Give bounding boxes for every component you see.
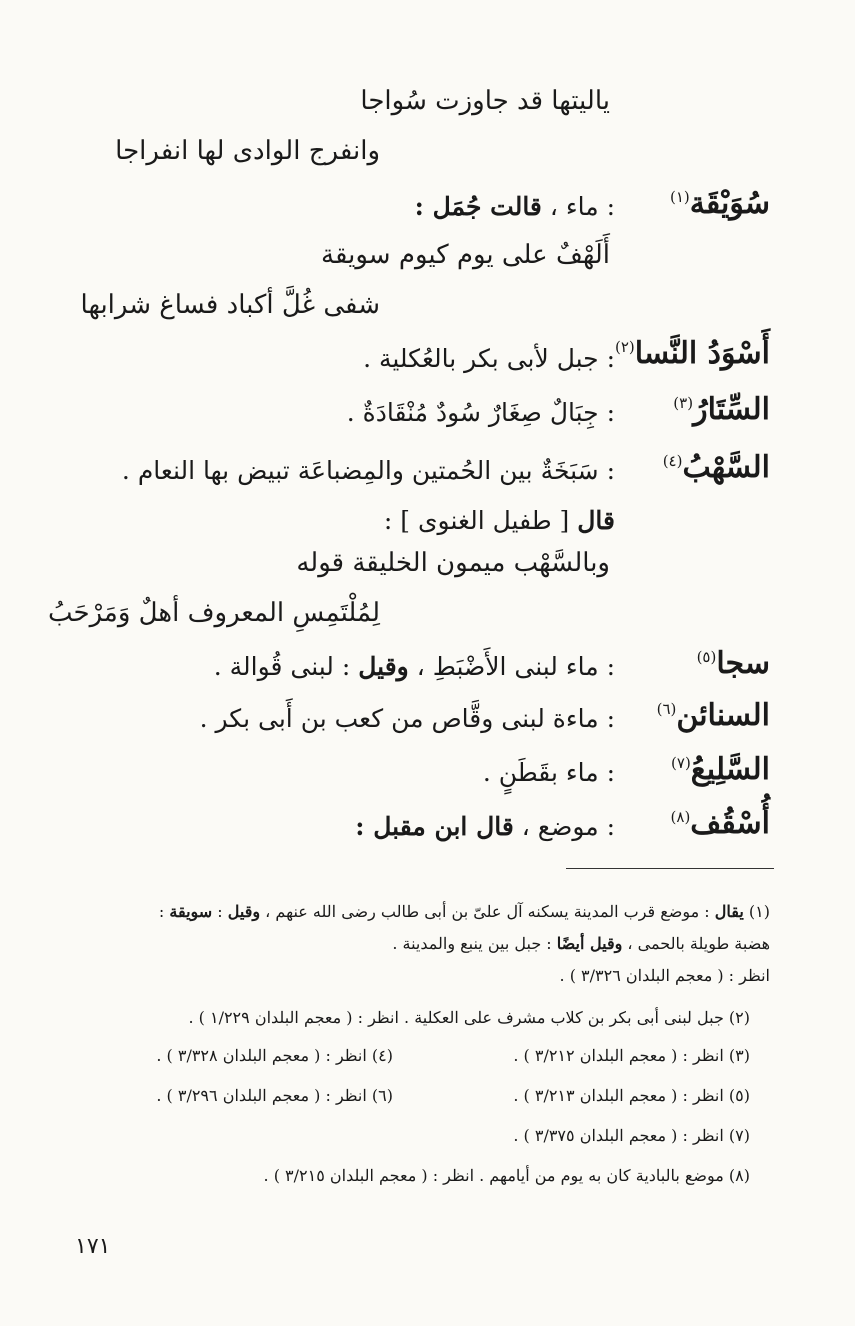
entry-text-aswad-alnasa: : جبل لأبى بكر بالعُكلية . xyxy=(363,344,615,373)
entry-name-suwayqa: سُوَيْقَة$^{(١)}$ xyxy=(669,186,770,221)
footnote-marker: (٥) xyxy=(696,648,717,666)
footnote-8: (٨) موضع بالبادية كان به يوم من أيامهم . انظر : ( معجم البلدان ٣/٢١٥ ) . xyxy=(263,1166,750,1185)
footnote-3: (٣) انظر : ( معجم البلدان ٣/٢١٢ ) . xyxy=(513,1046,750,1065)
entry-text-alsali: : ماء بقَطَنٍ . xyxy=(482,758,615,787)
entry-text-usquf: : موضع ، قال ابن مقبل : xyxy=(355,812,615,841)
entry-text-alsanain: : ماءة لبنى وقَّاص من كعب بن أَبى بكر . xyxy=(199,704,615,733)
entry-name-alsanain: السنائن$^{(٦)}$ xyxy=(656,698,770,733)
qal-line: قال [ طفيل الغنوى ] : xyxy=(383,506,615,535)
footnote-marker: (٤) xyxy=(662,452,683,470)
entry-name-aswad-alnasa: أَسْوَدُ النَّسا$^{(٢)}$ xyxy=(615,336,770,371)
footnote-1-line-3: انظر : ( معجم البلدان ٣/٣٢٦ ) . xyxy=(559,966,770,985)
footnote-4: (٤) انظر : ( معجم البلدان ٣/٣٢٨ ) . xyxy=(156,1046,393,1065)
verse-line-1: ياليتها قد جاوزت سُواجا xyxy=(360,86,610,116)
footnote-6: (٦) انظر : ( معجم البلدان ٣/٢٩٦ ) . xyxy=(156,1086,393,1105)
entry-name-usquf: أُسْقُف$^{(٨)}$ xyxy=(670,806,770,841)
footnote-1-line-2: هضبة طويلة بالحمى ، وقيل أيضًا : جبل بين ينبع والمدينة . xyxy=(392,934,770,953)
footnote-marker: (٦) xyxy=(656,700,677,718)
page-number: ١٧١ xyxy=(75,1234,111,1259)
footnote-1-line-1: (١) يقال : موضع قرب المدينة يسكنه آل علىّ بن أبى طالب رضى الله عنهم ، وقيل : سويقة : xyxy=(158,902,770,921)
footnote-marker: (٨) xyxy=(670,808,691,826)
entry-text-alsahb: : سَبَخَةٌ بين الحُمتين والمِضباعَة تبيض بها النعام . xyxy=(121,456,615,485)
verse-line-5: وبالسَّهْب ميمون الخليقة قوله xyxy=(296,548,610,578)
verse-line-3: أَلَهْفٌ على يوم كيوم سويقة xyxy=(321,240,610,270)
footnote-separator xyxy=(566,868,774,869)
footnote-2: (٢) جبل لبنى أبى بكر بن كلاب مشرف على العكلية . انظر : ( معجم البلدان ١/٢٢٩ ) . xyxy=(188,1008,750,1027)
entry-text-alsitar: : جِبَالٌ صِغَارٌ سُودٌ مُنْقَادَةٌ . xyxy=(346,398,615,427)
footnote-marker: (٧) xyxy=(671,754,691,772)
verse-line-2: وانفرج الوادى لها انفراجا xyxy=(115,136,380,166)
footnote-marker: (٢) xyxy=(615,338,635,356)
entry-name-alsahb: السَّهْبُ$^{(٤)}$ xyxy=(662,450,770,485)
entry-name-saja: سجا$^{(٥)}$ xyxy=(696,646,770,681)
footnote-5: (٥) انظر : ( معجم البلدان ٣/٢١٣ ) . xyxy=(513,1086,750,1105)
verse-line-4: شفى غُلَّ أكباد فساغ شرابها xyxy=(80,290,380,320)
entry-text-saja: : ماء لبنى الأَضْبَطِ ، وقيل : لبنى قُوالة . xyxy=(213,652,615,681)
verse-line-6: لِمُلْتَمِسِ المعروف أهلٌ وَمَرْحَبُ xyxy=(47,598,380,628)
footnote-7: (٧) انظر : ( معجم البلدان ٣/٣٧٥ ) . xyxy=(513,1126,750,1145)
entry-text-suwayqa: : ماء ، قالت جُمَل : xyxy=(414,192,615,221)
entry-name-alsitar: السِّتَارُ$^{(٣)}$ xyxy=(673,392,770,427)
footnote-marker: (٣) xyxy=(673,394,694,412)
footnote-marker: (١) xyxy=(669,188,690,206)
entry-name-alsali: السَّلِيعُ$^{(٧)}$ xyxy=(671,752,770,787)
